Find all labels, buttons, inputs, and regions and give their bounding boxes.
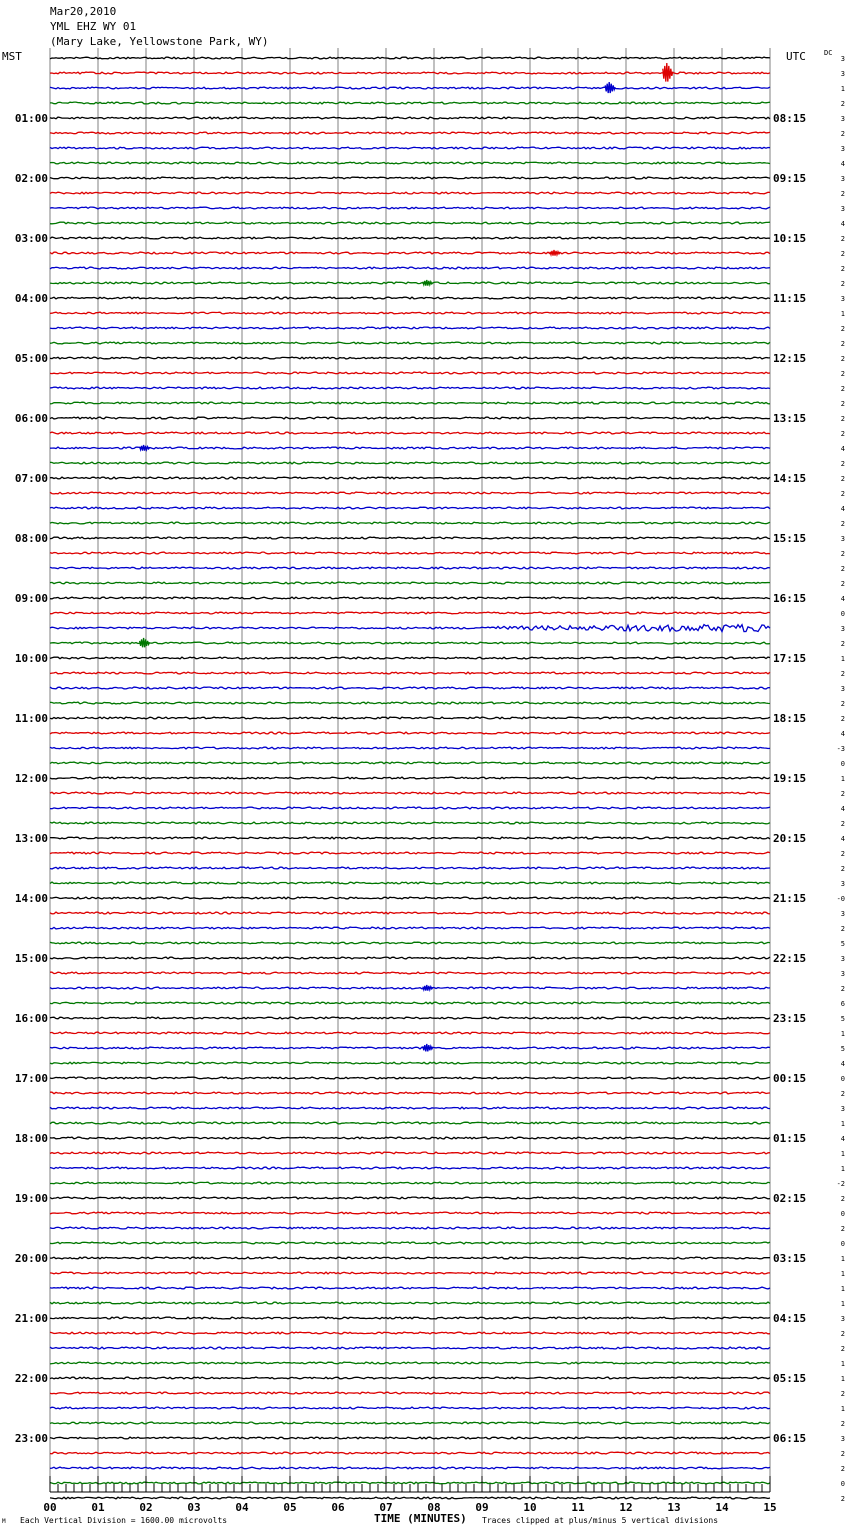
dc-offset-92: 3 bbox=[840, 1435, 845, 1443]
trace-42 bbox=[50, 687, 770, 689]
dc-offset-13: 2 bbox=[840, 250, 845, 258]
event-2 bbox=[140, 445, 150, 451]
station-label: YML EHZ WY 01 bbox=[50, 20, 137, 33]
x-tick-label-00: 00 bbox=[43, 1501, 57, 1514]
trace-30 bbox=[50, 507, 770, 509]
trace-20 bbox=[50, 357, 770, 359]
dc-offset-87: 1 bbox=[840, 1360, 845, 1368]
left-hour-label-5: 06:00 bbox=[14, 412, 48, 425]
dc-offset-0: 3 bbox=[840, 55, 845, 63]
dc-offset-58: 2 bbox=[840, 925, 845, 933]
right-hour-label-2: 10:15 bbox=[773, 232, 807, 245]
dc-offset-34: 2 bbox=[840, 565, 845, 573]
x-tick-label-01: 01 bbox=[91, 1501, 105, 1514]
dc-offset-51: 2 bbox=[840, 820, 845, 828]
trace-74 bbox=[50, 1167, 770, 1169]
left-hour-label-2: 03:00 bbox=[14, 232, 48, 245]
dc-offset-46: -3 bbox=[836, 745, 845, 753]
x-tick-label-10: 10 bbox=[523, 1501, 537, 1514]
trace-50 bbox=[50, 807, 770, 809]
dc-offset-23: 2 bbox=[840, 400, 845, 408]
dc-offset-6: 3 bbox=[840, 145, 845, 153]
left-hour-label-16: 17:00 bbox=[14, 1072, 48, 1085]
dc-offset-14: 2 bbox=[840, 265, 845, 273]
dc-offset-36: 4 bbox=[840, 595, 845, 603]
dc-offset-88: 1 bbox=[840, 1375, 845, 1383]
dc-offset-30: 4 bbox=[840, 505, 845, 513]
left-hour-label-1: 02:00 bbox=[14, 172, 48, 185]
trace-85 bbox=[50, 1332, 770, 1334]
trace-56 bbox=[50, 897, 770, 899]
trace-93 bbox=[50, 1452, 770, 1454]
trace-19 bbox=[50, 342, 770, 344]
left-hour-label-12: 13:00 bbox=[14, 832, 48, 845]
right-hour-label-15: 23:15 bbox=[773, 1012, 807, 1025]
trace-2 bbox=[50, 87, 770, 89]
trace-37 bbox=[50, 612, 770, 614]
trace-89 bbox=[50, 1392, 770, 1394]
trace-81 bbox=[50, 1272, 770, 1274]
right-hour-label-1: 09:15 bbox=[773, 172, 807, 185]
dc-offset-54: 2 bbox=[840, 865, 845, 873]
dc-offset-62: 2 bbox=[840, 985, 845, 993]
dc-offset-12: 2 bbox=[840, 235, 845, 243]
trace-23 bbox=[50, 402, 770, 404]
dc-offset-49: 2 bbox=[840, 790, 845, 798]
trace-75 bbox=[50, 1182, 770, 1184]
trace-35 bbox=[50, 582, 770, 584]
right-hour-label-4: 12:15 bbox=[773, 352, 807, 365]
left-hour-label-3: 04:00 bbox=[14, 292, 48, 305]
dc-offset-10: 3 bbox=[840, 205, 845, 213]
left-hour-label-20: 21:00 bbox=[14, 1312, 48, 1325]
dc-offset-45: 4 bbox=[840, 730, 845, 738]
date-label: Mar20,2010 bbox=[50, 5, 117, 18]
trace-4 bbox=[50, 117, 770, 119]
trace-12 bbox=[50, 237, 770, 239]
right-hour-label-3: 11:15 bbox=[773, 292, 807, 305]
right-hour-label-22: 06:15 bbox=[773, 1432, 807, 1445]
trace-45 bbox=[50, 732, 770, 734]
event-0 bbox=[663, 63, 673, 82]
left-hour-label-0: 01:00 bbox=[14, 112, 48, 125]
dc-offset-84: 3 bbox=[840, 1315, 845, 1323]
trace-21 bbox=[50, 372, 770, 374]
dc-offset-24: 2 bbox=[840, 415, 845, 423]
trace-24 bbox=[50, 417, 770, 419]
trace-91 bbox=[50, 1422, 770, 1424]
dc-offset-labels bbox=[837, 55, 845, 1503]
dc-offset-1: 3 bbox=[840, 70, 845, 78]
dc-offset-80: 1 bbox=[840, 1255, 845, 1263]
dc-offset-40: 1 bbox=[840, 655, 845, 663]
trace-68 bbox=[50, 1077, 770, 1079]
trace-25 bbox=[50, 432, 770, 434]
dc-offset-67: 4 bbox=[840, 1060, 845, 1068]
left-hour-label-21: 22:00 bbox=[14, 1372, 48, 1385]
trace-84 bbox=[50, 1317, 770, 1319]
dc-offset-8: 3 bbox=[840, 175, 845, 183]
dc-offset-69: 2 bbox=[840, 1090, 845, 1098]
dc-offset-77: 0 bbox=[840, 1210, 845, 1218]
trace-86 bbox=[50, 1347, 770, 1349]
trace-72 bbox=[50, 1137, 770, 1139]
dc-offset-9: 2 bbox=[840, 190, 845, 198]
x-tick-label-09: 09 bbox=[475, 1501, 489, 1514]
event-3 bbox=[140, 638, 150, 647]
dc-offset-91: 2 bbox=[840, 1420, 845, 1428]
dc-offset-28: 2 bbox=[840, 475, 845, 483]
trace-63 bbox=[50, 1002, 770, 1004]
right-hour-label-13: 21:15 bbox=[773, 892, 807, 905]
dc-offset-33: 2 bbox=[840, 550, 845, 558]
dc-offset-31: 2 bbox=[840, 520, 845, 528]
dc-offset-73: 1 bbox=[840, 1150, 845, 1158]
dc-offset-60: 3 bbox=[840, 955, 845, 963]
trace-5 bbox=[50, 132, 770, 134]
dc-offset-55: 3 bbox=[840, 880, 845, 888]
clip-note: Traces clipped at plus/minus 5 vertical divisions bbox=[482, 1516, 719, 1525]
trace-11 bbox=[50, 222, 770, 224]
dc-offset-35: 2 bbox=[840, 580, 845, 588]
trace-67 bbox=[50, 1062, 770, 1064]
dc-offset-89: 2 bbox=[840, 1390, 845, 1398]
left-hour-label-6: 07:00 bbox=[14, 472, 48, 485]
dc-offset-5: 2 bbox=[840, 130, 845, 138]
trace-6 bbox=[50, 147, 770, 149]
dc-offset-26: 4 bbox=[840, 445, 845, 453]
dc-offset-22: 2 bbox=[840, 385, 845, 393]
trace-82 bbox=[50, 1287, 770, 1289]
trace-39 bbox=[50, 642, 770, 644]
trace-31 bbox=[50, 522, 770, 524]
dc-offset-52: 4 bbox=[840, 835, 845, 843]
trace-40 bbox=[50, 657, 770, 659]
left-hour-label-10: 11:00 bbox=[14, 712, 48, 725]
x-tick-label-07: 07 bbox=[379, 1501, 393, 1514]
mst-label: MST bbox=[2, 50, 22, 63]
dc-offset-2: 1 bbox=[840, 85, 845, 93]
x-tick-label-03: 03 bbox=[187, 1501, 201, 1514]
dc-offset-82: 1 bbox=[840, 1285, 845, 1293]
dc-offset-43: 2 bbox=[840, 700, 845, 708]
trace-49 bbox=[50, 792, 770, 794]
right-hour-label-10: 18:15 bbox=[773, 712, 807, 725]
left-hour-label-22: 23:00 bbox=[14, 1432, 48, 1445]
trace-41 bbox=[50, 672, 770, 674]
trace-10 bbox=[50, 207, 770, 209]
trace-16 bbox=[50, 297, 770, 299]
trace-70 bbox=[50, 1107, 770, 1109]
left-hour-label-11: 12:00 bbox=[14, 772, 48, 785]
trace-36 bbox=[50, 597, 770, 599]
left-hour-label-4: 05:00 bbox=[14, 352, 48, 365]
dc-offset-86: 2 bbox=[840, 1345, 845, 1353]
right-hour-label-6: 14:15 bbox=[773, 472, 807, 485]
left-hour-label-7: 08:00 bbox=[14, 532, 48, 545]
dc-offset-78: 2 bbox=[840, 1225, 845, 1233]
dc-offset-41: 2 bbox=[840, 670, 845, 678]
trace-69 bbox=[50, 1092, 770, 1094]
trace-66 bbox=[50, 1047, 770, 1049]
logo-mark: M bbox=[2, 1518, 6, 1525]
event-7 bbox=[550, 250, 560, 256]
event-4 bbox=[423, 985, 433, 991]
dc-offset-11: 4 bbox=[840, 220, 845, 228]
trace-46 bbox=[50, 747, 770, 749]
trace-15 bbox=[50, 282, 770, 284]
x-tick-label-06: 06 bbox=[331, 1501, 345, 1514]
dc-offset-21: 2 bbox=[840, 370, 845, 378]
trace-96 bbox=[50, 1497, 770, 1499]
trace-60 bbox=[50, 957, 770, 959]
left-hour-label-14: 15:00 bbox=[14, 952, 48, 965]
dc-offset-71: 1 bbox=[840, 1120, 845, 1128]
location-label: (Mary Lake, Yellowstone Park, WY) bbox=[50, 35, 269, 48]
trace-57 bbox=[50, 912, 770, 914]
dc-offset-18: 2 bbox=[840, 325, 845, 333]
trace-94 bbox=[50, 1467, 770, 1469]
trace-0 bbox=[50, 57, 770, 59]
right-hour-label-21: 05:15 bbox=[773, 1372, 807, 1385]
dc-offset-47: 0 bbox=[840, 760, 845, 768]
dc-offset-44: 2 bbox=[840, 715, 845, 723]
dc-offset-93: 2 bbox=[840, 1450, 845, 1458]
left-hour-label-19: 20:00 bbox=[14, 1252, 48, 1265]
right-hour-label-11: 19:15 bbox=[773, 772, 807, 785]
trace-7 bbox=[50, 162, 770, 164]
left-hour-label-18: 19:00 bbox=[14, 1192, 48, 1205]
right-hour-label-14: 22:15 bbox=[773, 952, 807, 965]
dc-offset-61: 3 bbox=[840, 970, 845, 978]
event-1 bbox=[605, 82, 615, 93]
scale-note: Each Vertical Division = 1600.00 microvolts bbox=[20, 1516, 228, 1525]
trace-79 bbox=[50, 1242, 770, 1244]
left-hour-label-13: 14:00 bbox=[14, 892, 48, 905]
right-hour-label-9: 17:15 bbox=[773, 652, 807, 665]
left-hour-label-9: 10:00 bbox=[14, 652, 48, 665]
dc-offset-15: 2 bbox=[840, 280, 845, 288]
trace-78 bbox=[50, 1227, 770, 1229]
trace-92 bbox=[50, 1437, 770, 1439]
trace-83 bbox=[50, 1302, 770, 1304]
right-hour-label-12: 20:15 bbox=[773, 832, 807, 845]
trace-61 bbox=[50, 972, 770, 974]
event-5 bbox=[423, 1044, 433, 1051]
trace-52 bbox=[50, 837, 770, 839]
dc-offset-17: 1 bbox=[840, 310, 845, 318]
trace-87 bbox=[50, 1362, 770, 1364]
x-tick-label-04: 04 bbox=[235, 1501, 249, 1514]
dc-offset-96: 2 bbox=[840, 1495, 845, 1503]
seismic-events bbox=[140, 63, 673, 1051]
dc-offset-53: 2 bbox=[840, 850, 845, 858]
trace-8 bbox=[50, 177, 770, 179]
dc-offset-48: 1 bbox=[840, 775, 845, 783]
trace-18 bbox=[50, 327, 770, 329]
trace-43 bbox=[50, 702, 770, 704]
trace-54 bbox=[50, 867, 770, 869]
dc-offset-75: -2 bbox=[836, 1180, 845, 1188]
trace-95 bbox=[50, 1482, 770, 1484]
right-hour-label-18: 02:15 bbox=[773, 1192, 807, 1205]
x-tick-label-14: 14 bbox=[715, 1501, 729, 1514]
right-hour-label-19: 03:15 bbox=[773, 1252, 807, 1265]
trace-76 bbox=[50, 1197, 770, 1199]
trace-33 bbox=[50, 552, 770, 554]
utc-label: UTC bbox=[786, 50, 806, 63]
trace-64 bbox=[50, 1017, 770, 1019]
trace-73 bbox=[50, 1152, 770, 1154]
x-tick-label-13: 13 bbox=[667, 1501, 681, 1514]
trace-14 bbox=[50, 267, 770, 269]
dc-offset-50: 4 bbox=[840, 805, 845, 813]
trace-32 bbox=[50, 537, 770, 539]
dc-offset-83: 1 bbox=[840, 1300, 845, 1308]
right-hour-label-17: 01:15 bbox=[773, 1132, 807, 1145]
trace-62 bbox=[50, 987, 770, 989]
dc-offset-25: 2 bbox=[840, 430, 845, 438]
left-hour-label-8: 09:00 bbox=[14, 592, 48, 605]
trace-9 bbox=[50, 192, 770, 194]
dc-offset-4: 3 bbox=[840, 115, 845, 123]
dc-offset-63: 6 bbox=[840, 1000, 845, 1008]
x-tick-label-08: 08 bbox=[427, 1501, 441, 1514]
x-tick-label-15: 15 bbox=[763, 1501, 777, 1514]
trace-59 bbox=[50, 942, 770, 944]
dc-offset-7: 4 bbox=[840, 160, 845, 168]
dc-offset-42: 3 bbox=[840, 685, 845, 693]
dc-offset-39: 2 bbox=[840, 640, 845, 648]
dc-offset-59: 5 bbox=[840, 940, 845, 948]
right-hour-label-0: 08:15 bbox=[773, 112, 807, 125]
dc-offset-64: 5 bbox=[840, 1015, 845, 1023]
dc-offset-37: 0 bbox=[840, 610, 845, 618]
trace-1 bbox=[50, 72, 770, 74]
trace-71 bbox=[50, 1122, 770, 1124]
trace-80 bbox=[50, 1257, 770, 1259]
right-hour-label-20: 04:15 bbox=[773, 1312, 807, 1325]
dc-offset-68: 0 bbox=[840, 1075, 845, 1083]
dc-offset-65: 1 bbox=[840, 1030, 845, 1038]
x-axis-title: TIME (MINUTES) bbox=[374, 1512, 467, 1525]
dc-offset-19: 2 bbox=[840, 340, 845, 348]
trace-44 bbox=[50, 717, 770, 719]
trace-38 bbox=[50, 625, 770, 632]
dc-offset-3: 2 bbox=[840, 100, 845, 108]
trace-47 bbox=[50, 762, 770, 764]
seismic-traces bbox=[50, 57, 770, 1499]
trace-29 bbox=[50, 492, 770, 494]
trace-88 bbox=[50, 1377, 770, 1379]
dc-offset-20: 2 bbox=[840, 355, 845, 363]
trace-77 bbox=[50, 1212, 770, 1214]
dc-offset-66: 5 bbox=[840, 1045, 845, 1053]
x-tick-label-11: 11 bbox=[571, 1501, 585, 1514]
dc-offset-95: 0 bbox=[840, 1480, 845, 1488]
trace-27 bbox=[50, 462, 770, 464]
dc-offset-27: 2 bbox=[840, 460, 845, 468]
dc-offset-38: 3 bbox=[840, 625, 845, 633]
right-hour-label-16: 00:15 bbox=[773, 1072, 807, 1085]
trace-22 bbox=[50, 387, 770, 389]
trace-55 bbox=[50, 882, 770, 884]
dc-offset-85: 2 bbox=[840, 1330, 845, 1338]
dc-offset-72: 4 bbox=[840, 1135, 845, 1143]
right-hour-label-8: 16:15 bbox=[773, 592, 807, 605]
left-hour-label-15: 16:00 bbox=[14, 1012, 48, 1025]
dc-offset-56: -0 bbox=[836, 895, 845, 903]
dc-offset-76: 2 bbox=[840, 1195, 845, 1203]
dc-label: DC bbox=[824, 49, 833, 57]
trace-58 bbox=[50, 927, 770, 929]
trace-48 bbox=[50, 777, 770, 779]
trace-51 bbox=[50, 822, 770, 824]
trace-13 bbox=[50, 252, 770, 254]
x-tick-label-02: 02 bbox=[139, 1501, 153, 1514]
dc-offset-74: 1 bbox=[840, 1165, 845, 1173]
dc-offset-32: 3 bbox=[840, 535, 845, 543]
dc-offset-79: 0 bbox=[840, 1240, 845, 1248]
x-tick-label-05: 05 bbox=[283, 1501, 297, 1514]
dc-offset-94: 2 bbox=[840, 1465, 845, 1473]
dc-offset-29: 2 bbox=[840, 490, 845, 498]
left-hour-label-17: 18:00 bbox=[14, 1132, 48, 1145]
trace-28 bbox=[50, 477, 770, 479]
right-hour-label-5: 13:15 bbox=[773, 412, 807, 425]
dc-offset-81: 1 bbox=[840, 1270, 845, 1278]
dc-offset-57: 3 bbox=[840, 910, 845, 918]
event-6 bbox=[423, 280, 433, 286]
trace-65 bbox=[50, 1032, 770, 1034]
trace-90 bbox=[50, 1407, 770, 1409]
x-tick-label-12: 12 bbox=[619, 1501, 633, 1514]
trace-3 bbox=[50, 102, 770, 104]
minute-gridlines bbox=[50, 48, 770, 1492]
dc-offset-16: 3 bbox=[840, 295, 845, 303]
dc-offset-90: 1 bbox=[840, 1405, 845, 1413]
trace-17 bbox=[50, 312, 770, 314]
trace-34 bbox=[50, 567, 770, 569]
right-hour-label-7: 15:15 bbox=[773, 532, 807, 545]
dc-offset-70: 3 bbox=[840, 1105, 845, 1113]
trace-53 bbox=[50, 852, 770, 854]
trace-26 bbox=[50, 447, 770, 449]
